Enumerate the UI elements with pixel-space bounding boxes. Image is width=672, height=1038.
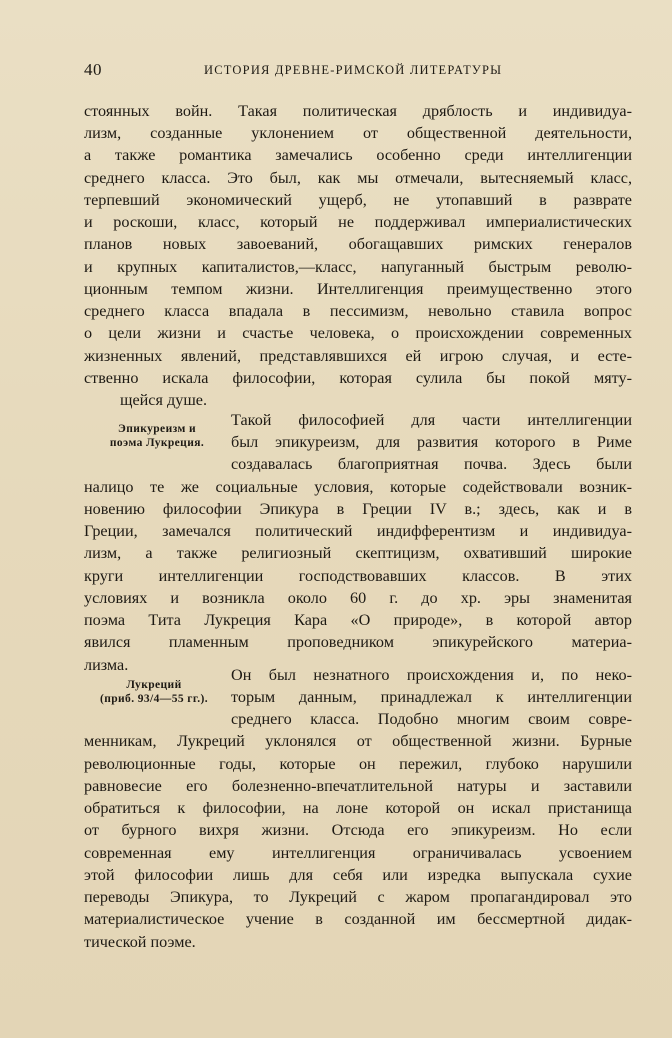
margin-note-line: (приб. 93/4—55 гг.). <box>99 693 209 705</box>
text-line: лизм, созданные уклонением от общественной деятельности, <box>84 124 632 142</box>
text-line: среднего класса впадала в пессимизм, невольно ставила вопрос <box>84 302 632 320</box>
page-number: 40 <box>84 60 102 79</box>
text-line: среднего класса. Подобно многим своим совре- <box>231 710 632 728</box>
page-header <box>84 60 614 84</box>
text-line: лизма. <box>84 656 129 674</box>
text-line: ственно искала философии, которая сулила бы покой мяту- <box>84 369 632 387</box>
text-line: планов новых завоеваний, обогащавших римских генералов <box>84 235 632 253</box>
text-line: и роскоши, класс, который не поддерживал империалистических <box>84 213 632 231</box>
text-line: торым данным, принадлежал к интеллигенции <box>231 688 632 706</box>
text-line: стоянных войн. Такая политическая дряблость и индивидуа- <box>84 102 632 120</box>
text-line: создавалась благоприятная почва. Здесь были <box>231 455 632 473</box>
text-line: Греции, замечался политический индифферентизм и индивидуа- <box>84 522 632 540</box>
text-line: революционные годы, которые он пережил, глубоко нарушили <box>84 755 632 773</box>
text-line: терпевший экономический ущерб, не утопавший в разврате <box>84 191 632 209</box>
text-line: щейся душе. <box>120 391 208 409</box>
text-line: среднего класса. Это был, как мы отмечали, вытесняемый класс, <box>84 169 632 187</box>
text-line: новению философии Эпикура в Греции IV в.; здесь, как и в <box>84 500 632 518</box>
text-line: менникам, Лукреций уклонялся от общественной жизни. Бурные <box>84 732 632 750</box>
margin-note-lucretius <box>84 678 224 706</box>
text-line: круги интеллигенции господствовавших классов. В этих <box>84 567 632 585</box>
text-line: современная ему интеллигенция ограничивалась усвоением <box>84 844 632 862</box>
text-line: переводы Эпикура, то Лукреций с жаром пропагандировал это <box>84 888 632 906</box>
text-line: Он был незнатного происхождения и, по неко- <box>231 666 632 684</box>
text-line: тической поэме. <box>84 933 196 951</box>
margin-note-epicureanism <box>98 422 216 450</box>
text-line: материалистическое учение в созданной им бессмертной дидак- <box>84 910 632 928</box>
text-line: Такой философией для части интеллигенции <box>231 411 632 429</box>
text-line: от бурного вихря жизни. Отсюда его эпикуреизм. Но если <box>84 821 632 839</box>
text-line: а также романтика замечались особенно среди интеллигенции <box>84 146 632 164</box>
text-line: был эпикуреизм, для развития которого в Риме <box>231 433 632 451</box>
text-line: о цели жизни и счастье человека, о происхождении современных <box>84 324 632 342</box>
margin-note-line: Эпикуреизм и <box>118 423 196 435</box>
text-line: равновесие его болезненно-впечатлительной натуры и заставили <box>84 777 632 795</box>
running-title: ИСТОРИЯ ДРЕВНЕ-РИМСКОЙ ЛИТЕРАТУРЫ <box>204 63 503 77</box>
text-line: и крупных капиталистов,—класс, напуганный быстрым револю- <box>84 258 632 276</box>
text-line: поэма Тита Лукреция Кара «О природе», в которой автор <box>84 611 632 629</box>
text-line: обратиться к философии, на лоне которой он искал пристанища <box>84 799 632 817</box>
text-line: ционным темпом жизни. Интеллигенция преимущественно этого <box>84 280 632 298</box>
text-line: налицо те же социальные условия, которые содействовали возник- <box>84 478 632 496</box>
text-line: явился пламенным проповедником эпикурейского материа- <box>84 633 632 651</box>
text-line: лизм, а также религиозный скептицизм, охвативший широкие <box>84 544 632 562</box>
text-line: этой философии лишь для себя или изредка выпускала сухие <box>84 866 632 884</box>
text-line: жизненных явлений, представлявшихся ей игрою случая, и есте- <box>84 347 632 365</box>
text-line: условиях и возникла около 60 г. до хр. эры знаменитая <box>84 589 632 607</box>
margin-note-line: Лукреций <box>126 679 182 691</box>
margin-note-line: поэма Лукреция. <box>109 437 205 449</box>
